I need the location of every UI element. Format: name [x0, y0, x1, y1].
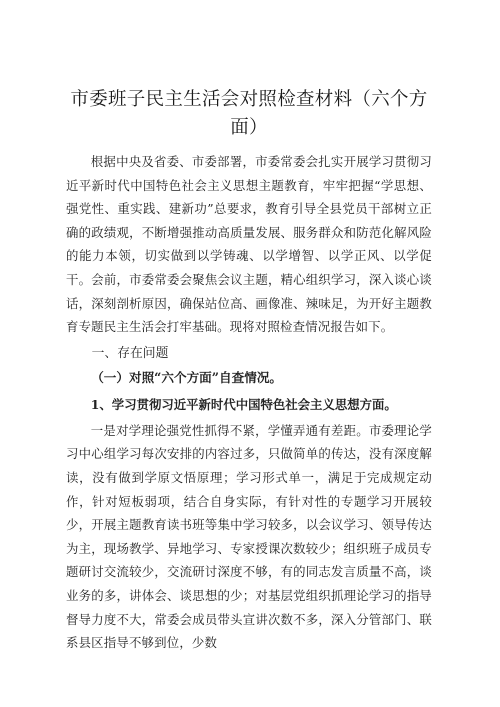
- body-paragraph: 一是对学理论强党性抓得不紧，学懂弄通有差距。市委理论学习中心组学习每次安排的内容过多，只做简单的传达，没有深度解读，没有做到学原文悟原理；学习形式单一，满足于完成规定动作，针对短板弱项，结合自身实际，有针对性的专题学习开展较少，开展主题教育读书班等集中学习较多，以会议学习、领导传达为主，现场教学、异地学习、专家授课次数较少；组织班子成员专题研讨交流较少，交流研讨深度不够，有的同志发言质量不高，谈业务的多，讲体会、谈思想的少；对基层党组织抓理论学习的指导督导力度不大，常委会成员带头宣讲次数不多，深入分管部门、联系县区指导不够到位，少数: [66, 422, 432, 651]
- section-heading-problems: 一、存在问题: [91, 345, 169, 361]
- document-title: [66, 0, 432, 142]
- document-title-line-1: 市委班子民主生活会对照检查材料（六个方: [70, 89, 428, 110]
- intro-paragraph: 根据中央及省委、市委部署，市委常委会扎实开展学习贯彻习近平新时代中国特色社会主义思想主题教育，牢牢把握“学思想、强党性、重实践、建新功”总要求，教育引导全县党员干部树立正确的政绩观，不断增强推动高质量发展、服务群众和防范化解风险的能力本领，切实做到以学铸魂、以学增智、以学正风、以学促干。会前，市委常委会聚焦会议主题，精心组织学习，深入谈心谈话，深刻剖析原因，确保站位高、画像准、辣味足，为开好主题教育专题民主生活会打牢基础。现将对照检查情况报告如下。: [66, 154, 432, 335]
- subsection-heading-six-aspects: （一）对照“六个方面”自查情况。: [91, 369, 282, 385]
- item-heading-study: 1、学习贯彻习近平新时代中国特色社会主义思想方面。: [90, 396, 397, 412]
- document-title-line-2: 面）: [230, 117, 268, 138]
